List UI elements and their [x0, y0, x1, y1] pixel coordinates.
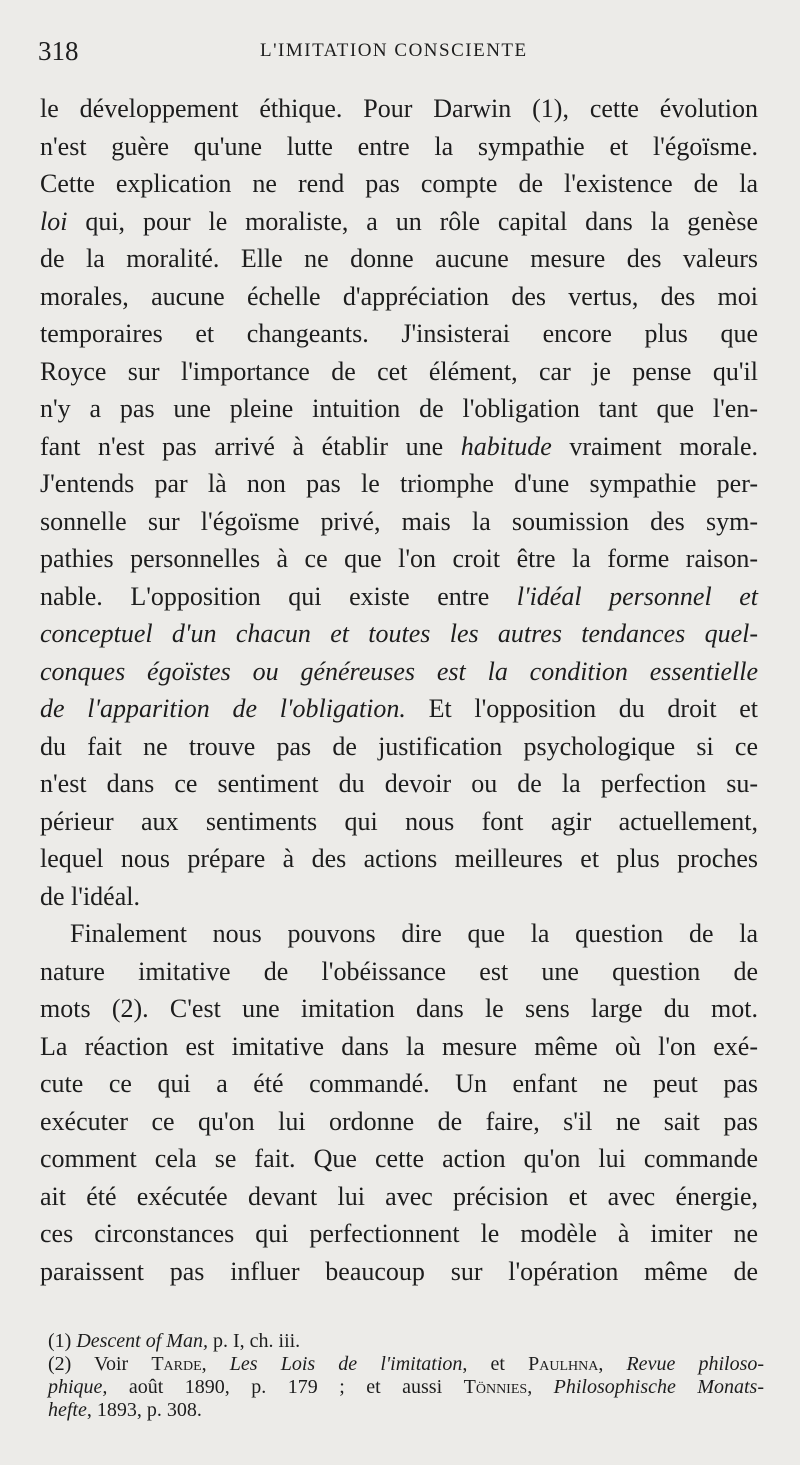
- text-line: conceptuel d'un chacun et toutes les autres tendances quel-: [40, 619, 758, 648]
- text-run: fant n'est pas arrivé à établir une: [40, 431, 461, 461]
- text-line: [40, 428, 758, 466]
- text-line: conques égoïstes ou généreuses est la condition essentielle: [40, 656, 758, 686]
- text-line: morales, aucune échelle d'appréciation des vertus, des moi: [40, 281, 758, 311]
- author-name: Tarde: [151, 1353, 202, 1375]
- text-run: ,: [527, 1376, 554, 1398]
- text-line: J'entends par là non pas le triomphe d'une sympathie per-: [40, 469, 758, 498]
- emphasis: Descent of Man,: [76, 1330, 208, 1352]
- text-line: n'est guère qu'une lutte entre la sympathie et l'égoïsme.: [40, 131, 758, 161]
- footnote-mark: (2): [48, 1353, 72, 1375]
- text-line: cute ce qui a été commandé. Un enfant ne peut pas: [40, 1069, 758, 1098]
- emphasis: loi: [40, 206, 68, 236]
- text-run: vraiment morale.: [551, 431, 758, 461]
- text-line: n'est dans ce sentiment du devoir ou de la perfection su-: [40, 769, 758, 798]
- text-run: Et l'opposition du droit et: [405, 694, 758, 723]
- author-name: Paulhna: [528, 1353, 599, 1375]
- page-header: [38, 36, 760, 70]
- text-line: comment cela se fait. Que cette action qu'on lui commande: [40, 1144, 758, 1173]
- footnote-2-continued: [48, 1376, 764, 1399]
- footnote-2-end: [48, 1399, 764, 1422]
- text-run: ,: [201, 1353, 230, 1375]
- page-number: 318: [38, 36, 79, 66]
- text-line: nature imitative de l'obéissance est une question de: [40, 956, 758, 986]
- body-text: [40, 90, 758, 1290]
- emphasis: Philosophische Monats-: [553, 1376, 764, 1398]
- text-line: lequel nous prépare à des actions meilleures et plus proches: [40, 844, 758, 873]
- text-line: paraissent pas influer beaucoup sur l'opération même de: [40, 1256, 758, 1286]
- text-line: sonnelle sur l'égoïsme privé, mais la soumission des sym-: [40, 506, 758, 536]
- text-line: [40, 203, 758, 241]
- footnote-mark: (1): [48, 1330, 72, 1352]
- text-line: n'y a pas une pleine intuition de l'obligation tant que l'en-: [40, 394, 758, 423]
- text-line: le développement éthique. Pour Darwin (1), cette évolution: [40, 94, 758, 123]
- text-run: ,: [598, 1353, 627, 1375]
- text-run: , 1893, p. 308.: [86, 1399, 202, 1421]
- footnote-1: [48, 1330, 764, 1353]
- text-line: Finalement nous pouvons dire que la question de la: [70, 919, 758, 948]
- text-run: nable. L'opposition qui existe entre: [40, 581, 517, 611]
- text-line: [40, 690, 758, 728]
- text-run: , et: [462, 1353, 529, 1375]
- text-line: de la moralité. Elle ne donne aucune mesure des valeurs: [40, 244, 758, 273]
- text-line: La réaction est imitative dans la mesure même où l'on exé-: [40, 1031, 758, 1061]
- emphasis: habitude: [460, 431, 552, 461]
- emphasis: Les Lois de l'imitation: [229, 1353, 463, 1375]
- author-name: Tönnies: [463, 1376, 528, 1398]
- running-head: L'IMITATION CONSCIENTE: [260, 40, 528, 61]
- text-line: ces circonstances qui perfectionnent le modèle à imiter ne: [40, 1219, 758, 1248]
- text-line: [40, 578, 758, 616]
- text-line: pathies personnelles à ce que l'on croit être la forme raison-: [40, 544, 758, 573]
- emphasis: hefte: [48, 1399, 87, 1421]
- text-line: Royce sur l'importance de cet élément, car je pense qu'il: [40, 356, 758, 386]
- emphasis: l'idéal personnel et: [516, 581, 758, 611]
- text-line: du fait ne trouve pas de justification psychologique si ce: [40, 731, 758, 761]
- text-run: août 1890, p. 179 ; et aussi: [107, 1376, 464, 1398]
- text-line: exécuter ce qu'on lui ordonne de faire, s'il ne sait pas: [40, 1106, 758, 1136]
- text-run: qui, pour le moraliste, a un rôle capital dans la genèse: [67, 206, 758, 236]
- text-line: mots (2). C'est une imitation dans le sens large du mot.: [40, 994, 758, 1023]
- emphasis: phique,: [48, 1376, 108, 1398]
- footnote-2: [48, 1353, 764, 1376]
- text-line: ait été exécutée devant lui avec précision et avec énergie,: [40, 1181, 758, 1211]
- text-line: périeur aux sentiments qui nous font agir actuellement,: [40, 806, 758, 836]
- emphasis: de l'apparition de l'obligation.: [40, 694, 406, 723]
- text-line: Cette explication ne rend pas compte de l'existence de la: [40, 169, 758, 198]
- text-run: p. I, ch. iii.: [207, 1330, 301, 1352]
- text-line: de l'idéal.: [40, 881, 140, 911]
- footnotes: [48, 1330, 764, 1422]
- text-line: temporaires et changeants. J'insisterai encore plus que: [40, 319, 758, 348]
- emphasis: Revue philoso-: [626, 1353, 765, 1375]
- text-run: Voir: [71, 1353, 152, 1375]
